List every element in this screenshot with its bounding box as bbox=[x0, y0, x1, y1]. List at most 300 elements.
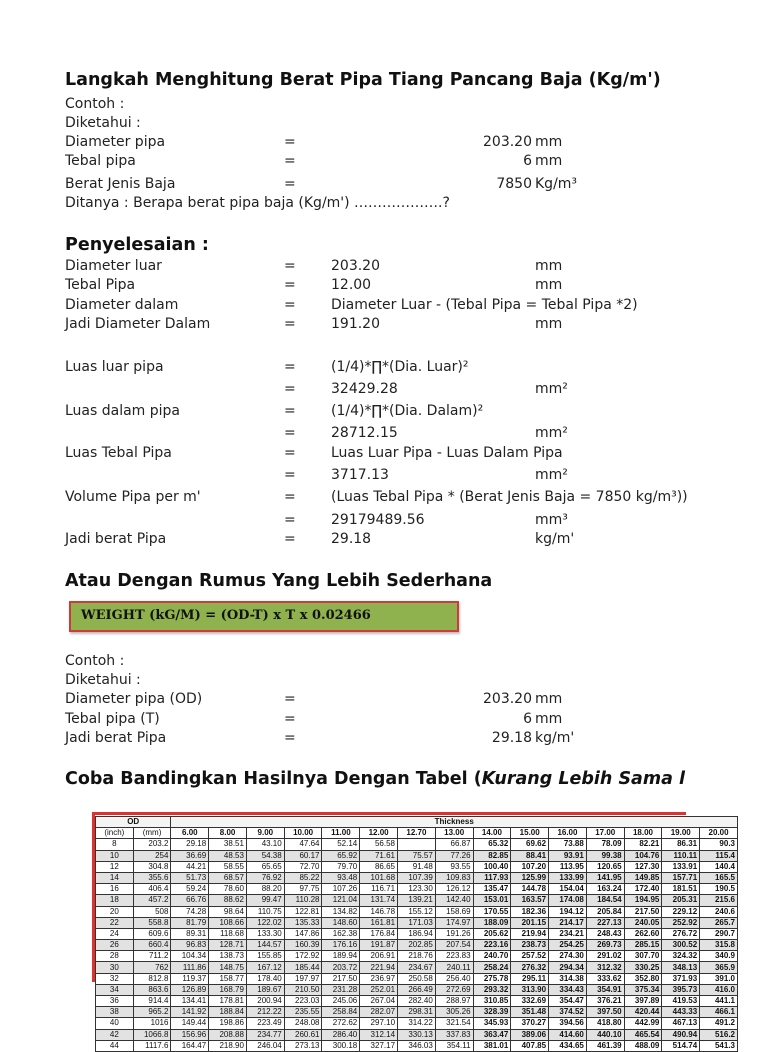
weight-cell: 258.84 bbox=[322, 1007, 360, 1018]
row-value: 12.00 bbox=[331, 277, 372, 293]
weight-cell: 391.0 bbox=[700, 973, 738, 984]
equals-sign: = bbox=[284, 153, 296, 169]
row-label: Diameter luar bbox=[65, 258, 162, 274]
weight-cell: 215.6 bbox=[700, 895, 738, 906]
weight-cell: 197.97 bbox=[284, 973, 322, 984]
weight-cell: 419.53 bbox=[662, 996, 700, 1007]
od-inch-cell: 12 bbox=[96, 861, 134, 872]
row-label: Tebal pipa bbox=[65, 153, 136, 169]
weight-cell: 219.94 bbox=[511, 928, 549, 939]
weight-cell: 88.41 bbox=[511, 850, 549, 861]
od-mm-cell: 406.4 bbox=[133, 884, 171, 895]
weight-cell: 307.70 bbox=[624, 951, 662, 962]
weight-cell: 514.74 bbox=[662, 1040, 700, 1051]
od-inch-cell: 20 bbox=[96, 906, 134, 917]
weight-cell: 176.84 bbox=[360, 928, 398, 939]
thickness-col-header: 12.00 bbox=[360, 828, 398, 839]
weight-cell: 162.38 bbox=[322, 928, 360, 939]
weight-cell: 147.86 bbox=[284, 928, 322, 939]
weight-cell: 256.40 bbox=[435, 973, 473, 984]
table-row bbox=[96, 928, 738, 939]
thickness-col-header: 15.00 bbox=[511, 828, 549, 839]
table-row bbox=[96, 839, 738, 850]
od-inch-cell: 44 bbox=[96, 1040, 134, 1051]
weight-cell: 107.26 bbox=[322, 884, 360, 895]
row-unit: mm³ bbox=[535, 512, 568, 528]
table-row bbox=[96, 917, 738, 928]
weight-cell: 190.5 bbox=[700, 884, 738, 895]
thickness-header: Thickness bbox=[171, 817, 738, 828]
weight-cell: 272.62 bbox=[322, 1018, 360, 1029]
od-inch-cell: 8 bbox=[96, 839, 134, 850]
weight-cell: 91.48 bbox=[398, 861, 436, 872]
weight-cell: 43.10 bbox=[246, 839, 284, 850]
row-value: 32429.28 bbox=[331, 381, 398, 397]
weight-cell: 397.50 bbox=[586, 1007, 624, 1018]
weight-cell: 98.64 bbox=[209, 906, 247, 917]
row-label: Jadi berat Pipa bbox=[65, 730, 167, 746]
od-mm-cell: 355.6 bbox=[133, 872, 171, 883]
weight-cell: 81.79 bbox=[171, 917, 209, 928]
weight-cell: 118.68 bbox=[209, 928, 247, 939]
weight-cell: 171.03 bbox=[398, 917, 436, 928]
row-value: 29.18 bbox=[331, 531, 372, 547]
weight-cell: 305.26 bbox=[435, 1007, 473, 1018]
simple-formula-heading: Atau Dengan Rumus Yang Lebih Sederhana bbox=[65, 571, 493, 591]
od-mm-cell: 304.8 bbox=[133, 861, 171, 872]
row-label: Diameter pipa (OD) bbox=[65, 691, 203, 707]
equals-sign: = bbox=[284, 403, 296, 419]
weight-cell: 189.67 bbox=[246, 984, 284, 995]
equals-sign: = bbox=[284, 359, 296, 375]
weight-cell: 223.16 bbox=[473, 940, 511, 951]
weight-cell: 65.65 bbox=[246, 861, 284, 872]
weight-cell: 178.81 bbox=[209, 996, 247, 1007]
weight-cell: 262.60 bbox=[624, 928, 662, 939]
diketahui-label: Diketahui : bbox=[65, 115, 141, 131]
weight-cell: 77.26 bbox=[435, 850, 473, 861]
od-mm-cell: 1066.8 bbox=[133, 1029, 171, 1040]
row-unit: mm bbox=[535, 316, 563, 332]
weight-cell: 420.44 bbox=[624, 1007, 662, 1018]
weight-table bbox=[95, 816, 738, 1052]
row-unit: mm bbox=[535, 711, 563, 727]
weight-cell: 134.82 bbox=[322, 906, 360, 917]
weight-cell: 75.57 bbox=[398, 850, 436, 861]
weight-cell: 414.60 bbox=[549, 1029, 587, 1040]
weight-cell: 153.01 bbox=[473, 895, 511, 906]
od-inch-cell: 30 bbox=[96, 962, 134, 973]
weight-cell: 240.6 bbox=[700, 906, 738, 917]
weight-cell: 298.31 bbox=[398, 1007, 436, 1018]
table-row bbox=[96, 1029, 738, 1040]
weight-cell: 466.1 bbox=[700, 1007, 738, 1018]
weight-cell: 276.32 bbox=[511, 962, 549, 973]
weight-cell: 363.47 bbox=[473, 1029, 511, 1040]
weight-cell: 235.55 bbox=[284, 1007, 322, 1018]
weight-cell: 101.68 bbox=[360, 872, 398, 883]
thickness-col-header: 10.00 bbox=[284, 828, 322, 839]
row-value: 191.20 bbox=[331, 316, 380, 332]
weight-cell: 252.92 bbox=[662, 917, 700, 928]
weight-cell: 66.76 bbox=[171, 895, 209, 906]
thickness-col-header: 13.00 bbox=[435, 828, 473, 839]
weight-cell: 442.99 bbox=[624, 1018, 662, 1029]
weight-cell: 158.77 bbox=[209, 973, 247, 984]
thickness-col-header: 11.00 bbox=[322, 828, 360, 839]
weight-cell: 146.78 bbox=[360, 906, 398, 917]
weight-cell: 121.04 bbox=[322, 895, 360, 906]
table-row bbox=[96, 1007, 738, 1018]
weight-cell: 96.83 bbox=[171, 940, 209, 951]
weight-cell: 164.47 bbox=[171, 1040, 209, 1051]
weight-cell: 201.15 bbox=[511, 917, 549, 928]
weight-cell: 148.75 bbox=[209, 962, 247, 973]
weight-cell: 465.54 bbox=[624, 1029, 662, 1040]
weight-cell: 221.94 bbox=[360, 962, 398, 973]
weight-cell: 354.47 bbox=[549, 996, 587, 1007]
weight-cell: 273.13 bbox=[284, 1040, 322, 1051]
weight-cell: 416.0 bbox=[700, 984, 738, 995]
table-row bbox=[96, 940, 738, 951]
weight-cell: 155.12 bbox=[398, 906, 436, 917]
weight-cell: 65.92 bbox=[322, 850, 360, 861]
row-label: Tebal pipa (T) bbox=[65, 711, 160, 727]
weight-cell: 293.32 bbox=[473, 984, 511, 995]
od-inch-cell: 26 bbox=[96, 940, 134, 951]
weight-cell: 467.13 bbox=[662, 1018, 700, 1029]
weight-cell: 54.38 bbox=[246, 850, 284, 861]
weight-cell: 217.50 bbox=[624, 906, 662, 917]
weight-cell: 345.93 bbox=[473, 1018, 511, 1029]
weight-cell: 110.11 bbox=[662, 850, 700, 861]
weight-cell: 352.80 bbox=[624, 973, 662, 984]
weight-cell: 165.5 bbox=[700, 872, 738, 883]
thickness-col-header: 14.00 bbox=[473, 828, 511, 839]
weight-cell: 154.04 bbox=[549, 884, 587, 895]
weight-cell: 52.14 bbox=[322, 839, 360, 850]
weight-cell: 541.3 bbox=[700, 1040, 738, 1051]
thickness-col-header: 12.70 bbox=[398, 828, 436, 839]
weight-cell: 231.28 bbox=[322, 984, 360, 995]
red-border-line bbox=[92, 812, 686, 815]
od-mm-cell: 660.4 bbox=[133, 940, 171, 951]
weight-cell: 58.55 bbox=[209, 861, 247, 872]
row-label: Luas dalam pipa bbox=[65, 403, 181, 419]
page-title: Langkah Menghitung Berat Pipa Tiang Pancang Baja (Kg/m') bbox=[65, 70, 661, 90]
weight-cell: 327.17 bbox=[360, 1040, 398, 1051]
weight-cell: 236.97 bbox=[360, 973, 398, 984]
weight-cell: 374.52 bbox=[549, 1007, 587, 1018]
table-row bbox=[96, 973, 738, 984]
row-value: 203.20 bbox=[483, 691, 532, 707]
weight-cell: 71.61 bbox=[360, 850, 398, 861]
thickness-col-header: 20.00 bbox=[700, 828, 738, 839]
weight-cell: 189.94 bbox=[322, 951, 360, 962]
weight-cell: 90.3 bbox=[700, 839, 738, 850]
weight-cell: 149.44 bbox=[171, 1018, 209, 1029]
weight-cell: 313.90 bbox=[511, 984, 549, 995]
thickness-col-header: 17.00 bbox=[586, 828, 624, 839]
weight-cell: 276.72 bbox=[662, 928, 700, 939]
weight-cell: 348.13 bbox=[662, 962, 700, 973]
weight-cell: 167.12 bbox=[246, 962, 284, 973]
weight-cell: 163.57 bbox=[511, 895, 549, 906]
weight-cell: 218.76 bbox=[398, 951, 436, 962]
weight-cell: 266.49 bbox=[398, 984, 436, 995]
weight-cell: 294.34 bbox=[549, 962, 587, 973]
od-mm-cell: 203.2 bbox=[133, 839, 171, 850]
weight-cell: 104.76 bbox=[624, 850, 662, 861]
weight-cell: 290.7 bbox=[700, 928, 738, 939]
od-inch-cell: 18 bbox=[96, 895, 134, 906]
weight-cell: 206.91 bbox=[360, 951, 398, 962]
row-label: Berat Jenis Baja bbox=[65, 176, 176, 192]
weight-cell: 148.60 bbox=[322, 917, 360, 928]
weight-cell: 214.17 bbox=[549, 917, 587, 928]
weight-cell: 314.22 bbox=[398, 1018, 436, 1029]
compare-heading-italic: Kurang Lebih Sama l bbox=[481, 769, 685, 789]
od-inch-cell: 10 bbox=[96, 850, 134, 861]
weight-cell: 395.73 bbox=[662, 984, 700, 995]
mm-header: (mm) bbox=[133, 828, 171, 839]
weight-cell: 295.11 bbox=[511, 973, 549, 984]
row-value: (1/4)*∏*(Dia. Luar)² bbox=[331, 359, 469, 375]
weight-cell: 184.54 bbox=[586, 895, 624, 906]
weight-cell: 252.01 bbox=[360, 984, 398, 995]
weight-cell: 330.13 bbox=[398, 1029, 436, 1040]
equals-sign: = bbox=[284, 316, 296, 332]
weight-cell: 200.94 bbox=[246, 996, 284, 1007]
weight-cell: 140.4 bbox=[700, 861, 738, 872]
weight-cell: 346.03 bbox=[398, 1040, 436, 1051]
weight-cell: 194.12 bbox=[549, 906, 587, 917]
weight-cell: 68.57 bbox=[209, 872, 247, 883]
contoh-label: Contoh : bbox=[65, 653, 125, 669]
weight-cell: 82.21 bbox=[624, 839, 662, 850]
row-value: 6 bbox=[523, 711, 532, 727]
weight-cell: 234.21 bbox=[549, 928, 587, 939]
equals-sign: = bbox=[284, 381, 296, 397]
weight-cell: 115.4 bbox=[700, 850, 738, 861]
weight-cell: 133.30 bbox=[246, 928, 284, 939]
weight-cell: 246.04 bbox=[246, 1040, 284, 1051]
weight-cell: 155.85 bbox=[246, 951, 284, 962]
weight-cell: 141.92 bbox=[171, 1007, 209, 1018]
weight-cell: 82.85 bbox=[473, 850, 511, 861]
weight-cell: 157.71 bbox=[662, 872, 700, 883]
weight-cell: 86.31 bbox=[662, 839, 700, 850]
thickness-col-header: 19.00 bbox=[662, 828, 700, 839]
table-row bbox=[96, 1018, 738, 1029]
weight-cell: 282.40 bbox=[398, 996, 436, 1007]
table-row bbox=[96, 951, 738, 962]
row-unit: mm bbox=[535, 134, 563, 150]
weight-cell: 44.21 bbox=[171, 861, 209, 872]
weight-cell: 332.69 bbox=[511, 996, 549, 1007]
weight-cell: 174.08 bbox=[549, 895, 587, 906]
weight-cell: 158.69 bbox=[435, 906, 473, 917]
weight-cell: 354.91 bbox=[586, 984, 624, 995]
diketahui-label: Diketahui : bbox=[65, 672, 141, 688]
weight-cell: 85.22 bbox=[284, 872, 322, 883]
od-inch-cell: 40 bbox=[96, 1018, 134, 1029]
row-label: Jadi berat Pipa bbox=[65, 531, 167, 547]
weight-cell: 86.65 bbox=[360, 861, 398, 872]
table-row bbox=[96, 884, 738, 895]
weight-cell: 99.47 bbox=[246, 895, 284, 906]
weight-cell: 440.10 bbox=[586, 1029, 624, 1040]
weight-cell: 418.80 bbox=[586, 1018, 624, 1029]
weight-cell: 191.26 bbox=[435, 928, 473, 939]
od-mm-cell: 863.6 bbox=[133, 984, 171, 995]
weight-cell: 260.61 bbox=[284, 1029, 322, 1040]
weight-cell: 100.40 bbox=[473, 861, 511, 872]
weight-cell: 123.30 bbox=[398, 884, 436, 895]
weight-cell: 126.12 bbox=[435, 884, 473, 895]
row-unit: kg/m' bbox=[535, 730, 575, 746]
weight-cell: 181.51 bbox=[662, 884, 700, 895]
weight-cell: 73.88 bbox=[549, 839, 587, 850]
weight-cell: 223.03 bbox=[284, 996, 322, 1007]
pipe-weight-table bbox=[92, 812, 738, 1050]
weight-cell: 135.33 bbox=[284, 917, 322, 928]
od-mm-cell: 914.4 bbox=[133, 996, 171, 1007]
equals-sign: = bbox=[284, 512, 296, 528]
weight-cell: 443.33 bbox=[662, 1007, 700, 1018]
table-row bbox=[96, 872, 738, 883]
weight-cell: 89.31 bbox=[171, 928, 209, 939]
weight-cell: 229.12 bbox=[662, 906, 700, 917]
weight-cell: 107.20 bbox=[511, 861, 549, 872]
weight-cell: 330.25 bbox=[624, 962, 662, 973]
weight-cell: 375.34 bbox=[624, 984, 662, 995]
weight-cell: 48.53 bbox=[209, 850, 247, 861]
weight-cell: 291.02 bbox=[586, 951, 624, 962]
weight-cell: 141.95 bbox=[586, 872, 624, 883]
weight-cell: 265.7 bbox=[700, 917, 738, 928]
weight-cell: 138.73 bbox=[209, 951, 247, 962]
weight-cell: 227.13 bbox=[586, 917, 624, 928]
weight-cell: 127.30 bbox=[624, 861, 662, 872]
row-value: 3717.13 bbox=[331, 467, 389, 483]
table-row bbox=[96, 895, 738, 906]
compare-heading-text: Coba Bandingkan Hasilnya Dengan Tabel ( bbox=[65, 769, 482, 789]
weight-cell: 79.70 bbox=[322, 861, 360, 872]
row-unit: mm² bbox=[535, 425, 568, 441]
weight-cell: 144.78 bbox=[511, 884, 549, 895]
weight-cell: 282.07 bbox=[360, 1007, 398, 1018]
weight-cell: 99.38 bbox=[586, 850, 624, 861]
equals-sign: = bbox=[284, 531, 296, 547]
table-header-row bbox=[96, 817, 738, 828]
weight-cell: 205.62 bbox=[473, 928, 511, 939]
weight-cell: 274.30 bbox=[549, 951, 587, 962]
od-inch-cell: 36 bbox=[96, 996, 134, 1007]
weight-cell: 66.87 bbox=[435, 839, 473, 850]
weight-cell: 334.43 bbox=[549, 984, 587, 995]
weight-cell: 288.97 bbox=[435, 996, 473, 1007]
inch-header: (inch) bbox=[96, 828, 134, 839]
row-value: 28712.15 bbox=[331, 425, 398, 441]
weight-cell: 194.95 bbox=[624, 895, 662, 906]
od-inch-cell: 34 bbox=[96, 984, 134, 995]
weight-cell: 234.77 bbox=[246, 1029, 284, 1040]
row-unit: mm bbox=[535, 691, 563, 707]
weight-cell: 218.90 bbox=[209, 1040, 247, 1051]
thickness-col-header: 18.00 bbox=[624, 828, 662, 839]
weight-cell: 160.39 bbox=[284, 940, 322, 951]
od-inch-cell: 14 bbox=[96, 872, 134, 883]
weight-cell: 223.49 bbox=[246, 1018, 284, 1029]
row-value: (Luas Tebal Pipa * (Berat Jenis Baja = 7850 kg/m³)) bbox=[331, 489, 688, 505]
weight-cell: 93.91 bbox=[549, 850, 587, 861]
weight-cell: 240.05 bbox=[624, 917, 662, 928]
weight-cell: 370.27 bbox=[511, 1018, 549, 1029]
weight-cell: 205.31 bbox=[662, 895, 700, 906]
weight-cell: 65.32 bbox=[473, 839, 511, 850]
weight-cell: 234.67 bbox=[398, 962, 436, 973]
weight-cell: 407.85 bbox=[511, 1040, 549, 1051]
weight-cell: 119.37 bbox=[171, 973, 209, 984]
od-inch-cell: 24 bbox=[96, 928, 134, 939]
weight-cell: 516.2 bbox=[700, 1029, 738, 1040]
row-unit: mm bbox=[535, 153, 563, 169]
weight-cell: 51.73 bbox=[171, 872, 209, 883]
weight-cell: 324.32 bbox=[662, 951, 700, 962]
weight-cell: 120.65 bbox=[586, 861, 624, 872]
od-inch-cell: 16 bbox=[96, 884, 134, 895]
weight-cell: 97.75 bbox=[284, 884, 322, 895]
weight-cell: 144.57 bbox=[246, 940, 284, 951]
row-label: Volume Pipa per m' bbox=[65, 489, 201, 505]
weight-cell: 29.18 bbox=[171, 839, 209, 850]
weight-cell: 56.58 bbox=[360, 839, 398, 850]
weight-cell: 254.25 bbox=[549, 940, 587, 951]
weight-cell: 248.08 bbox=[284, 1018, 322, 1029]
weight-cell: 185.44 bbox=[284, 962, 322, 973]
weight-cell: 78.09 bbox=[586, 839, 624, 850]
equals-sign: = bbox=[284, 730, 296, 746]
weight-cell: 135.47 bbox=[473, 884, 511, 895]
weight-cell: 188.09 bbox=[473, 917, 511, 928]
weight-cell: 170.55 bbox=[473, 906, 511, 917]
weight-cell: 38.51 bbox=[209, 839, 247, 850]
weight-cell: 285.15 bbox=[624, 940, 662, 951]
weight-cell: 258.24 bbox=[473, 962, 511, 973]
row-unit: mm bbox=[535, 277, 563, 293]
equals-sign: = bbox=[284, 445, 296, 461]
weight-cell: 161.81 bbox=[360, 917, 398, 928]
weight-cell: 203.72 bbox=[322, 962, 360, 973]
weight-cell: 491.2 bbox=[700, 1018, 738, 1029]
weight-cell: 389.06 bbox=[511, 1029, 549, 1040]
weight-cell: 312.14 bbox=[360, 1029, 398, 1040]
row-value: Luas Luar Pipa - Luas Dalam Pipa bbox=[331, 445, 563, 461]
weight-cell: 110.28 bbox=[284, 895, 322, 906]
weight-cell: 461.39 bbox=[586, 1040, 624, 1051]
weight-cell: 210.50 bbox=[284, 984, 322, 995]
od-inch-cell: 42 bbox=[96, 1029, 134, 1040]
formula-text: WEIGHT (kG/M) = (OD-T) x T x 0.02466 bbox=[81, 608, 371, 623]
weight-cell: 122.02 bbox=[246, 917, 284, 928]
weight-cell: 286.40 bbox=[322, 1029, 360, 1040]
weight-cell: 312.32 bbox=[586, 962, 624, 973]
equals-sign: = bbox=[284, 691, 296, 707]
weight-cell: 134.41 bbox=[171, 996, 209, 1007]
weight-cell: 88.20 bbox=[246, 884, 284, 895]
weight-cell: 47.64 bbox=[284, 839, 322, 850]
